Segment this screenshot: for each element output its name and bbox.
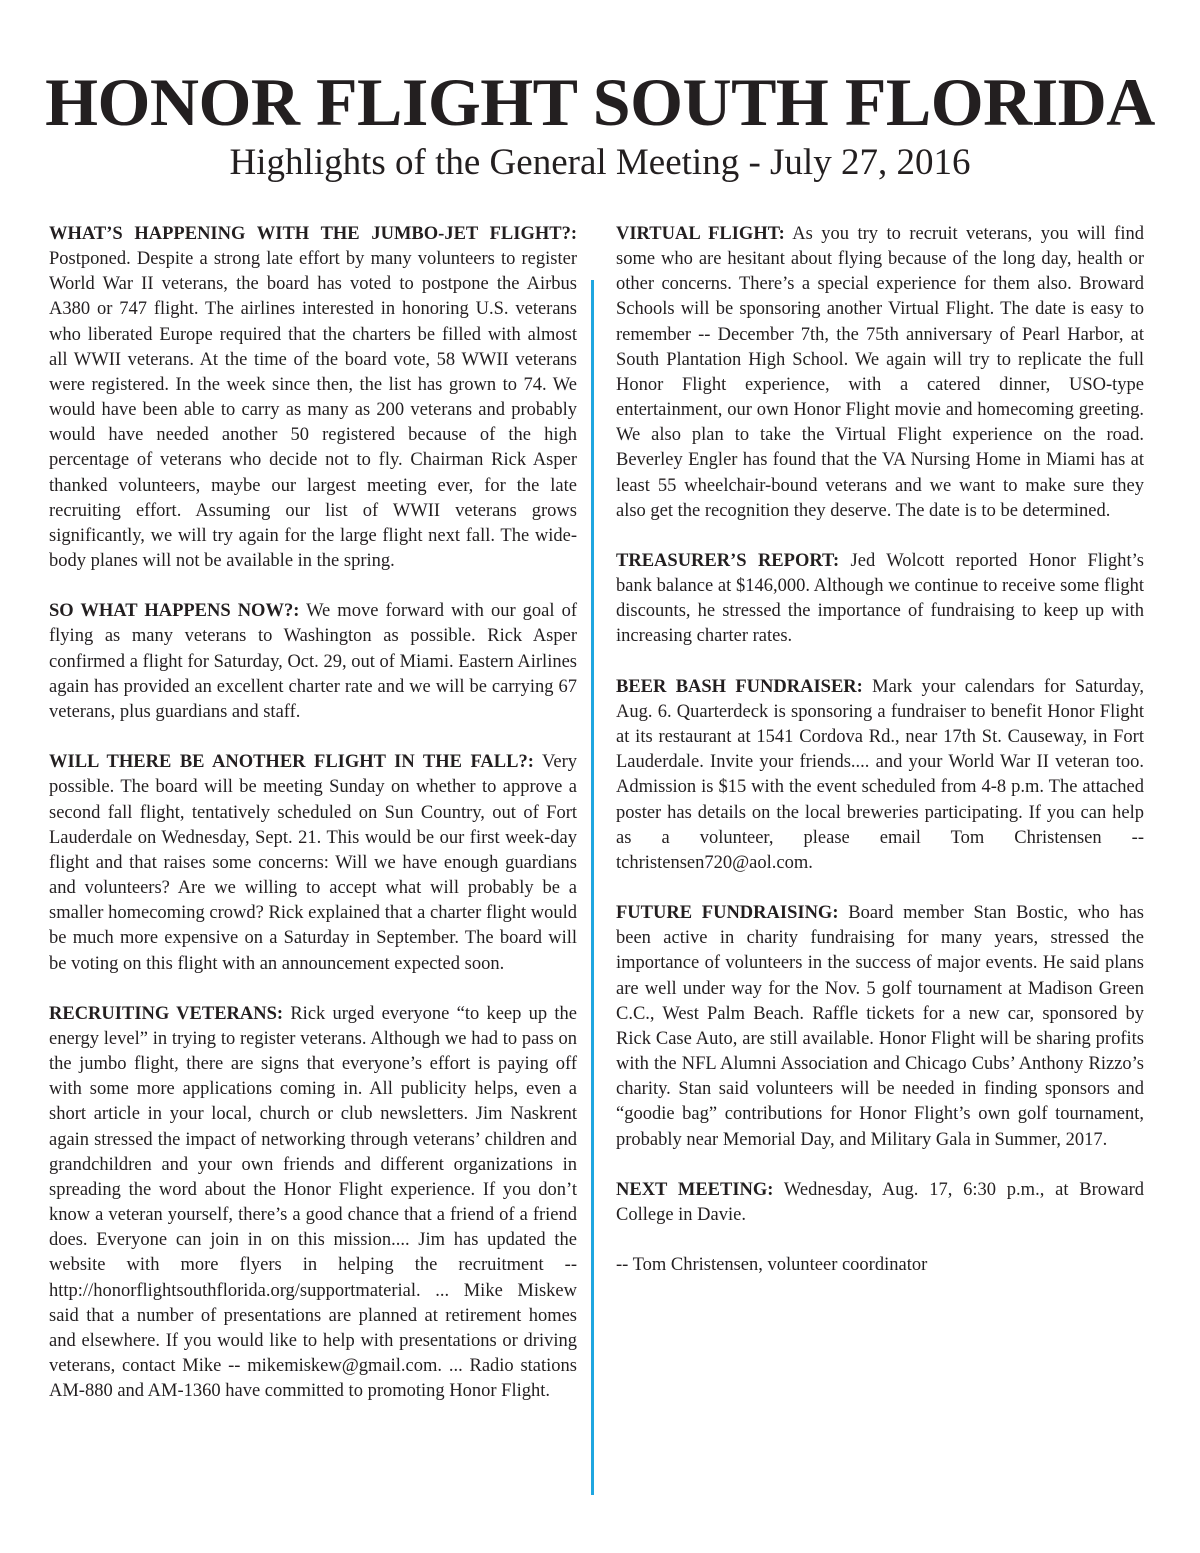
section-recruiting-veterans xyxy=(49,1002,577,1405)
section-another-flight xyxy=(49,750,577,976)
section-virtual-flight xyxy=(616,222,1144,524)
section-body: We move forward with our goal of flying as many veterans to Washington as possible. Rick Asper confirmed a flight for Saturday, Oct. 29, out of Miami. Eastern Airlines again has provided an excellent charter rate and we will be carrying 67 veterans, plus guardians and staff. xyxy=(49,601,577,722)
section-heading: RECRUITING VETERANS: xyxy=(49,1003,284,1024)
section-heading: TREASURER’S REPORT: xyxy=(616,551,840,572)
section-heading: VIRTUAL FLIGHT: xyxy=(616,224,785,244)
section-body: Board member Stan Bostic, who has been active in charity fundraising for many years, stressed the importance of volunteers in the success of major events. He said plans are well under way for the Nov. 5 golf tournament at Madison Green C.C., West Palm Beach. Raffle tickets for a new car, sponsored by Rick Case Auto, are still available. Honor Flight will be sharing profits with the NFL Alumni Association and Chicago Cubs’ Anthony Rizzo’s charity. Stan said volunteers will be needed in finding sponsors and “goodie bag” contributions for Honor Flight’s own golf tournament, probably near Memorial Day, and Military Gala in Summer, 2017. xyxy=(616,903,1145,1150)
section-heading: NEXT MEETING: xyxy=(616,1179,774,1200)
section-treasurers-report xyxy=(616,549,1144,650)
section-body: Very possible. The board will be meeting Sunday on whether to approve a second fall flight, tentatively scheduled on Sun Country, out of Fort Lauderdale on Wednesday, Sept. 21. This would be our first week-day flight and that raises some concerns: Will we have enough guardians and volunteers? Are we willing to accept what will probably be a smaller homecoming crowd? Rick explained that a charter flight would be much more expensive on a Saturday in September. The board will be voting on this flight with an announcement expected soon. xyxy=(49,752,577,974)
section-what-happens-now xyxy=(49,599,577,725)
page-title: HONOR FLIGHT SOUTH FLORIDA xyxy=(45,64,1155,140)
section-body: Wednesday, Aug. 17, 6:30 p.m., at Broward College in Davie. xyxy=(616,1179,1144,1226)
page-subtitle: Highlights of the General Meeting - July 27, 2016 xyxy=(229,142,971,183)
section-heading: BEER BASH FUNDRAISER: xyxy=(616,676,863,697)
section-jumbo-jet xyxy=(49,222,577,574)
signoff: -- Tom Christensen, volunteer coordinator xyxy=(616,1255,928,1276)
section-body: Mark your calendars for Saturday, Aug. 6. Quarterdeck is sponsoring a fundraiser to benefit Honor Flight at its restaurant at 1541 Cordova Rd., near 17th St. Causeway, in Fort Lauderdale. Invite your friends.... and your World War II veteran too. Admission is $15 with the event scheduled from 4-8 p.m. The attached poster has details on the local breweries participating. If you can help as a volunteer, please email Tom Christensen -- tchristensen720@aol.com. xyxy=(616,676,1144,873)
section-heading: SO WHAT HAPPENS NOW?: xyxy=(49,601,300,622)
section-heading: WHAT’S HAPPENING WITH THE JUMBO-JET FLIGHT?: xyxy=(49,224,577,244)
section-body: Rick urged everyone “to keep up the energy level” in trying to register veterans. Although we had to pass on the jumbo flight, there are signs that everyone’s effort is paying off with some more applications coming in. All publicity helps, even a short article in your local, church or club newsletters. Jim Naskrent again stressed the impact of networking through veterans’ children and grandchildren and your own friends and different organizations in spreading the word about the Honor Flight experience. If you don’t know a veteran yourself, there’s a good chance that a friend of a friend does. Everyone can join in on this mission.... Jim has updated the website with more flyers in helping the recruitment -- http://honorflightsouthflorida.org/supportmaterial. ... Mike Miskew said that a number of presentations are planned at retirement homes and elsewhere. If you would like to help with presentations or driving veterans, contact Mike -- mikemiskew@gmail.com. ... Radio stations AM-880 and AM-1360 have committed to promoting Honor Flight. xyxy=(49,1003,577,1402)
column-divider xyxy=(591,280,594,1495)
section-future-fundraising xyxy=(616,901,1144,1153)
left-column xyxy=(49,222,577,1429)
section-body: Postponed. Despite a strong late effort by many volunteers to register World War II veterans, the board has voted to postpone the Airbus A380 or 747 flight. The airlines interested in honoring U.S. veterans who liberated Europe required that the charters be filled with almost all WWII veterans. At the time of the board vote, 58 WWII veterans were registered. In the week since then, the list has grown to 74. We would have been able to carry as many as 200 veterans and probably would have needed another 50 registered because of the high percentage of veterans who decide not to fly. Chairman Rick Asper thanked volunteers, maybe our largest meeting ever, for the late recruiting effort. Assuming our list of WWII veterans grows significantly, we will try again for the large flight next fall. The wide-body planes will not be available in the spring. xyxy=(49,249,577,572)
section-heading: WILL THERE BE ANOTHER FLIGHT IN THE FALL?: xyxy=(49,752,534,773)
section-body: Jed Wolcott reported Honor Flight’s bank balance at $146,000. Although we continue to receive some flight discounts, he stressed the importance of fundraising to keep up with increasing charter rates. xyxy=(616,551,1144,647)
right-column xyxy=(616,222,1144,1304)
section-next-meeting xyxy=(616,1178,1144,1228)
section-beer-bash xyxy=(616,675,1144,876)
section-heading: FUTURE FUNDRAISING: xyxy=(616,903,839,924)
section-body: As you try to recruit veterans, you will find some who are hesitant about flying because of the long day, health or other concerns. There’s a special experience for them also. Broward Schools will be sponsoring another Virtual Flight. The date is easy to remember -- December 7th, the 75th anniversary of Pearl Harbor, at South Plantation High School. We again will try to replicate the full Honor Flight experience, with a catered dinner, USO-type entertainment, our own Honor Flight movie and homecoming greeting. We also plan to take the Virtual Flight experience on the road. Beverley Engler has found that the VA Nursing Home in Miami has at least 55 wheelchair-bound veterans and we want to make sure they also get the recognition they deserve. The date is to be determined. xyxy=(616,224,1144,521)
